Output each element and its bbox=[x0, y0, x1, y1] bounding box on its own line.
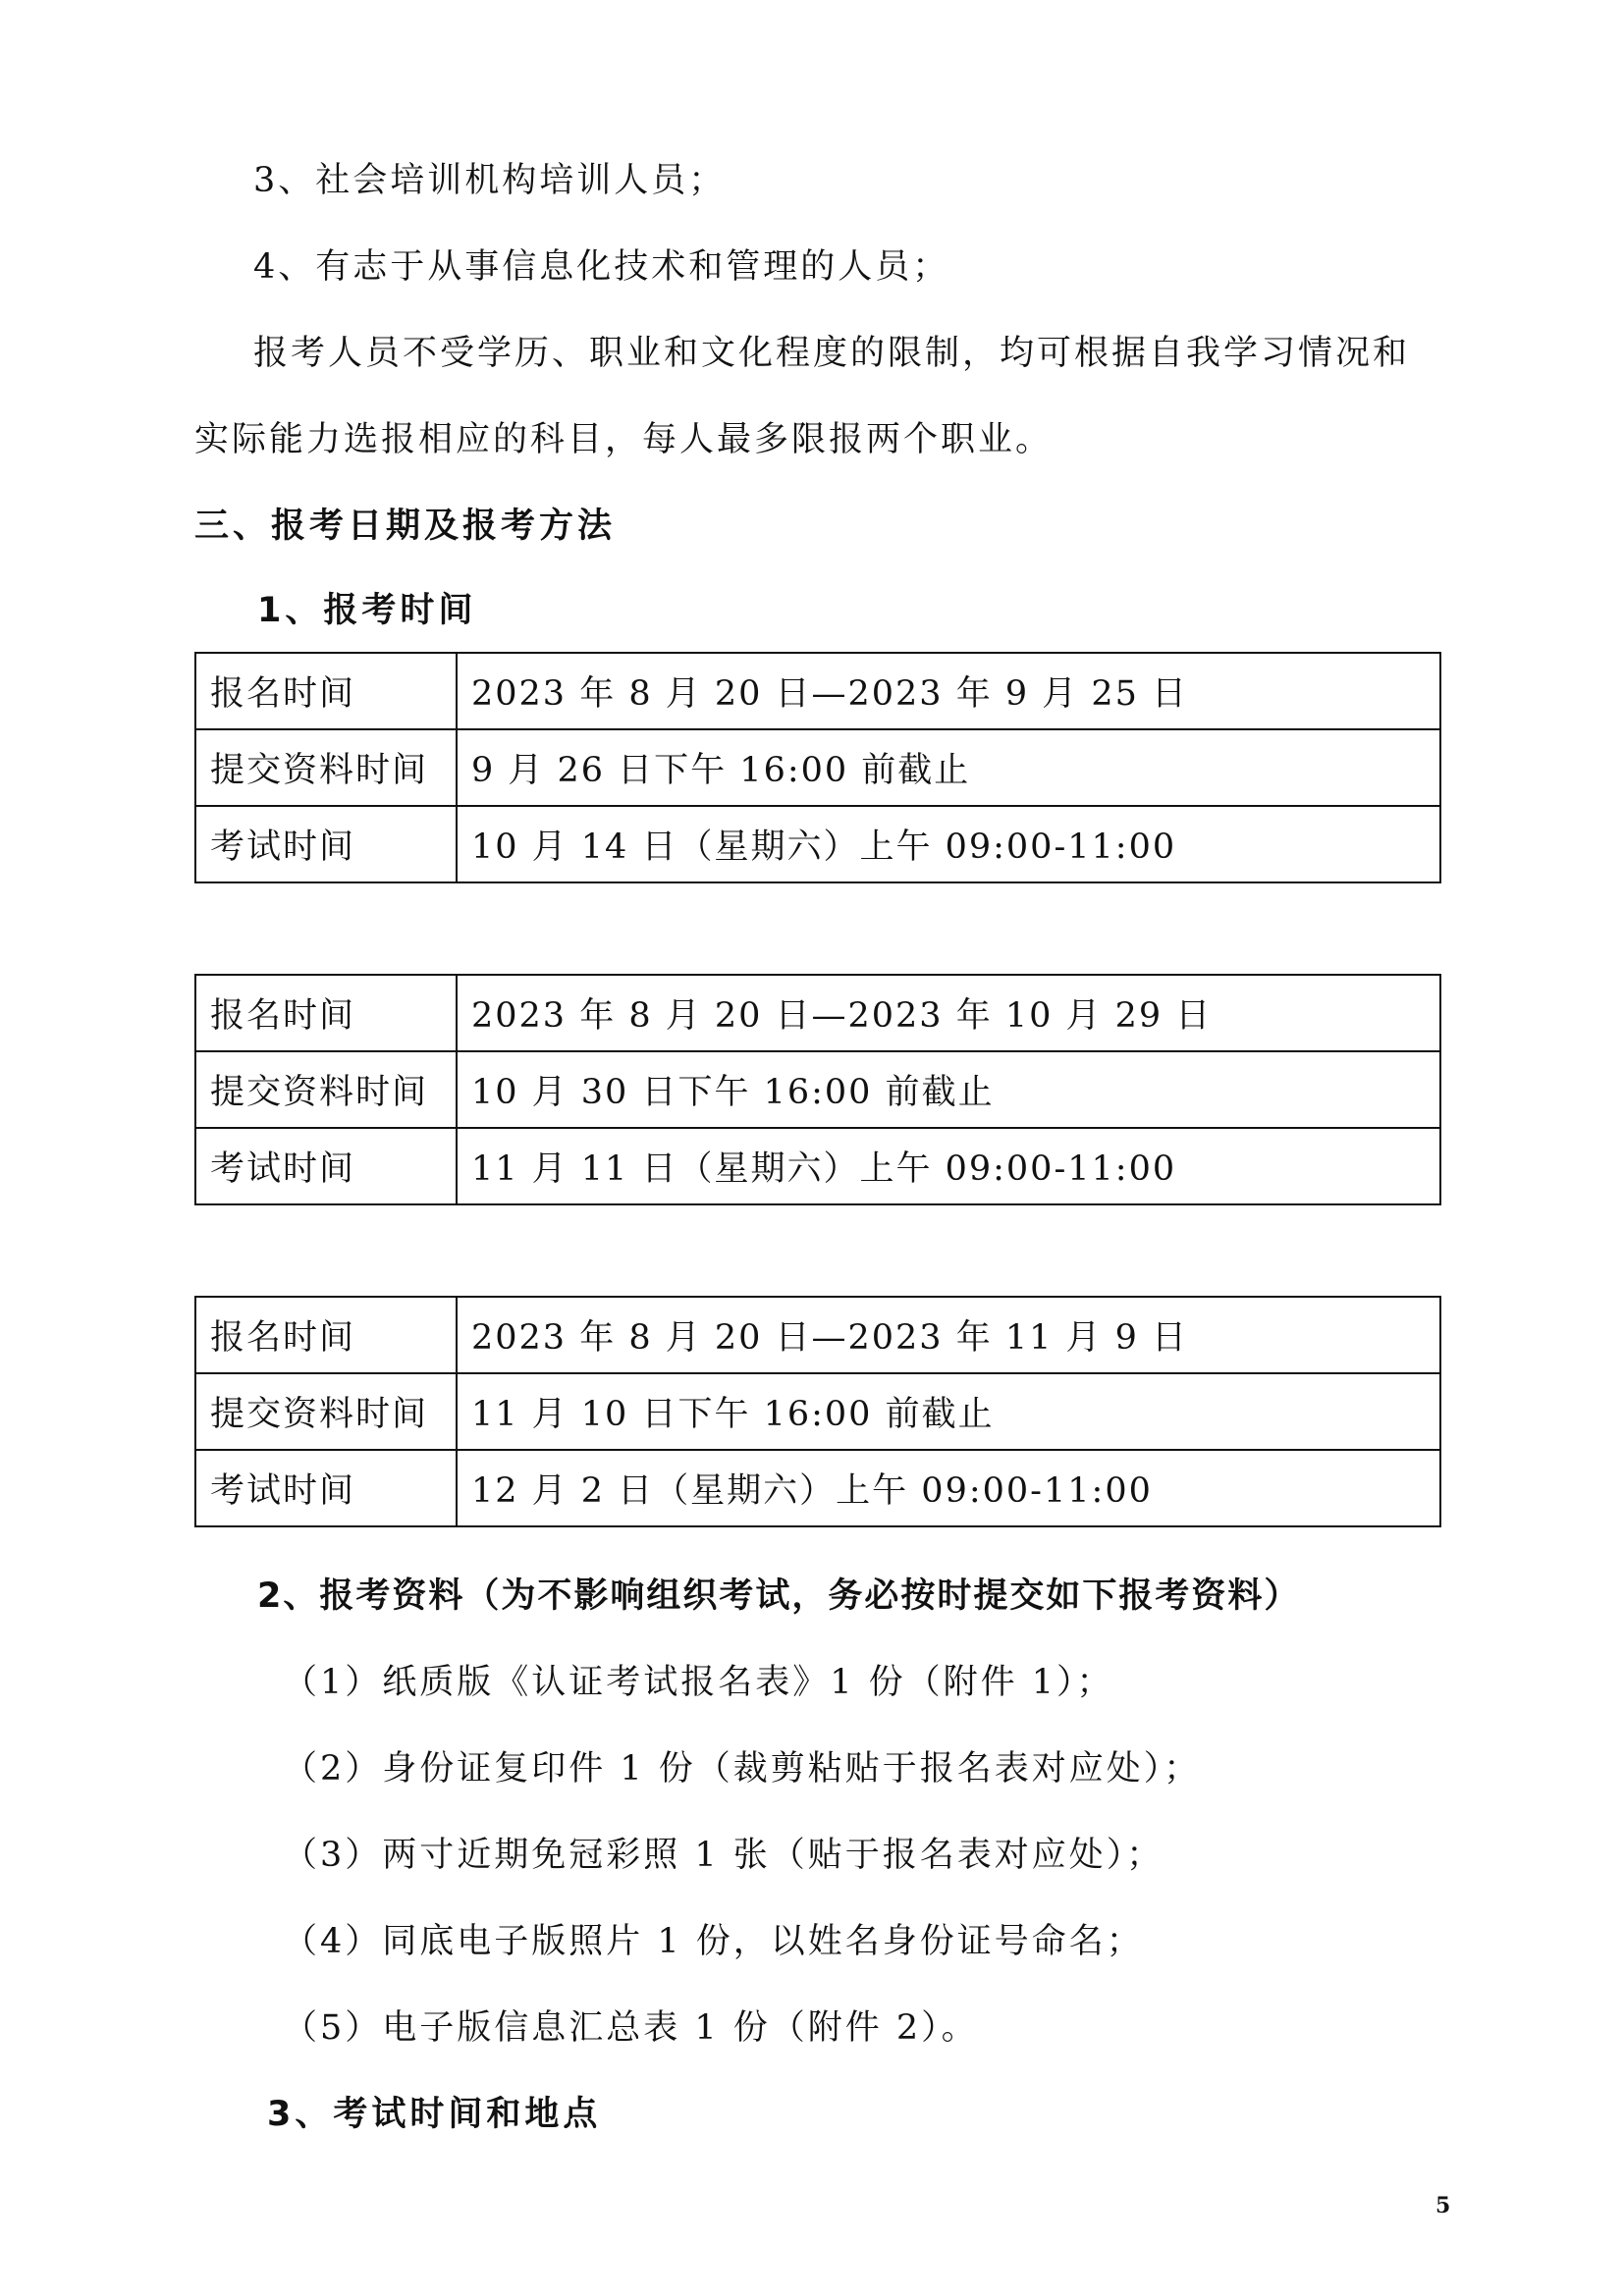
table-row bbox=[195, 975, 1440, 1051]
material-item-2: （2）身份证复印件 1 份（裁剪粘贴于报名表对应处）； bbox=[283, 1749, 1202, 1789]
paragraph-note-line-1: 报考人员不受学历、职业和文化程度的限制，均可根据自我学习情况和 bbox=[253, 334, 1411, 373]
material-item-4: （4）同底电子版照片 1 份，以姓名身份证号命名； bbox=[283, 1922, 1144, 1961]
table-row bbox=[195, 1128, 1440, 1204]
paragraph-item-4: 4、有志于从事信息化技术和管理的人员； bbox=[253, 247, 950, 287]
table-cell-label: 考试时间 bbox=[195, 1128, 457, 1204]
table-cell-value: 10 月 14 日（星期六）上午 09:00-11:00 bbox=[457, 806, 1440, 882]
schedule-table-3 bbox=[194, 1296, 1441, 1527]
paragraph-item-3: 3、社会培训机构培训人员； bbox=[253, 161, 727, 200]
table-cell-label: 考试时间 bbox=[195, 1450, 457, 1526]
table-row bbox=[195, 729, 1440, 806]
page-number: 5 bbox=[1435, 2193, 1451, 2218]
table-cell-label: 提交资料时间 bbox=[195, 1051, 457, 1128]
table-cell-label: 提交资料时间 bbox=[195, 729, 457, 806]
table-cell-value: 10 月 30 日下午 16:00 前截止 bbox=[457, 1051, 1440, 1128]
table-cell-value: 12 月 2 日（星期六）上午 09:00-11:00 bbox=[457, 1450, 1440, 1526]
schedule-table-2 bbox=[194, 974, 1441, 1205]
table-row bbox=[195, 1373, 1440, 1450]
table-row bbox=[195, 653, 1440, 729]
table-cell-value: 11 月 11 日（星期六）上午 09:00-11:00 bbox=[457, 1128, 1440, 1204]
material-item-1: （1）纸质版《认证考试报名表》1 份（附件 1）； bbox=[283, 1663, 1114, 1702]
section-heading: 三、报考日期及报考方法 bbox=[194, 507, 617, 546]
subheading-materials: 2、报考资料（为不影响组织考试，务必按时提交如下报考资料） bbox=[257, 1576, 1301, 1616]
table-cell-label: 报名时间 bbox=[195, 653, 457, 729]
table-cell-value: 11 月 10 日下午 16:00 前截止 bbox=[457, 1373, 1440, 1450]
schedule-table-1 bbox=[194, 652, 1441, 883]
table-row bbox=[195, 1450, 1440, 1526]
table-cell-label: 考试时间 bbox=[195, 806, 457, 882]
material-item-5: （5）电子版信息汇总表 1 份（附件 2）。 bbox=[283, 2008, 979, 2048]
table-cell-value: 2023 年 8 月 20 日—2023 年 9 月 25 日 bbox=[457, 653, 1440, 729]
table-cell-value: 2023 年 8 月 20 日—2023 年 11 月 9 日 bbox=[457, 1297, 1440, 1373]
subheading-exam-time: 1、报考时间 bbox=[257, 591, 477, 630]
table-cell-label: 提交资料时间 bbox=[195, 1373, 457, 1450]
table-row bbox=[195, 1051, 1440, 1128]
table-cell-value: 9 月 26 日下午 16:00 前截止 bbox=[457, 729, 1440, 806]
subheading-exam-location: 3、考试时间和地点 bbox=[267, 2095, 602, 2134]
material-item-3: （3）两寸近期免冠彩照 1 张（贴于报名表对应处）； bbox=[283, 1836, 1164, 1875]
table-cell-value: 2023 年 8 月 20 日—2023 年 10 月 29 日 bbox=[457, 975, 1440, 1051]
table-row bbox=[195, 1297, 1440, 1373]
table-row bbox=[195, 806, 1440, 882]
table-cell-label: 报名时间 bbox=[195, 1297, 457, 1373]
table-cell-label: 报名时间 bbox=[195, 975, 457, 1051]
paragraph-note-line-2: 实际能力选报相应的科目，每人最多限报两个职业。 bbox=[194, 420, 1054, 459]
